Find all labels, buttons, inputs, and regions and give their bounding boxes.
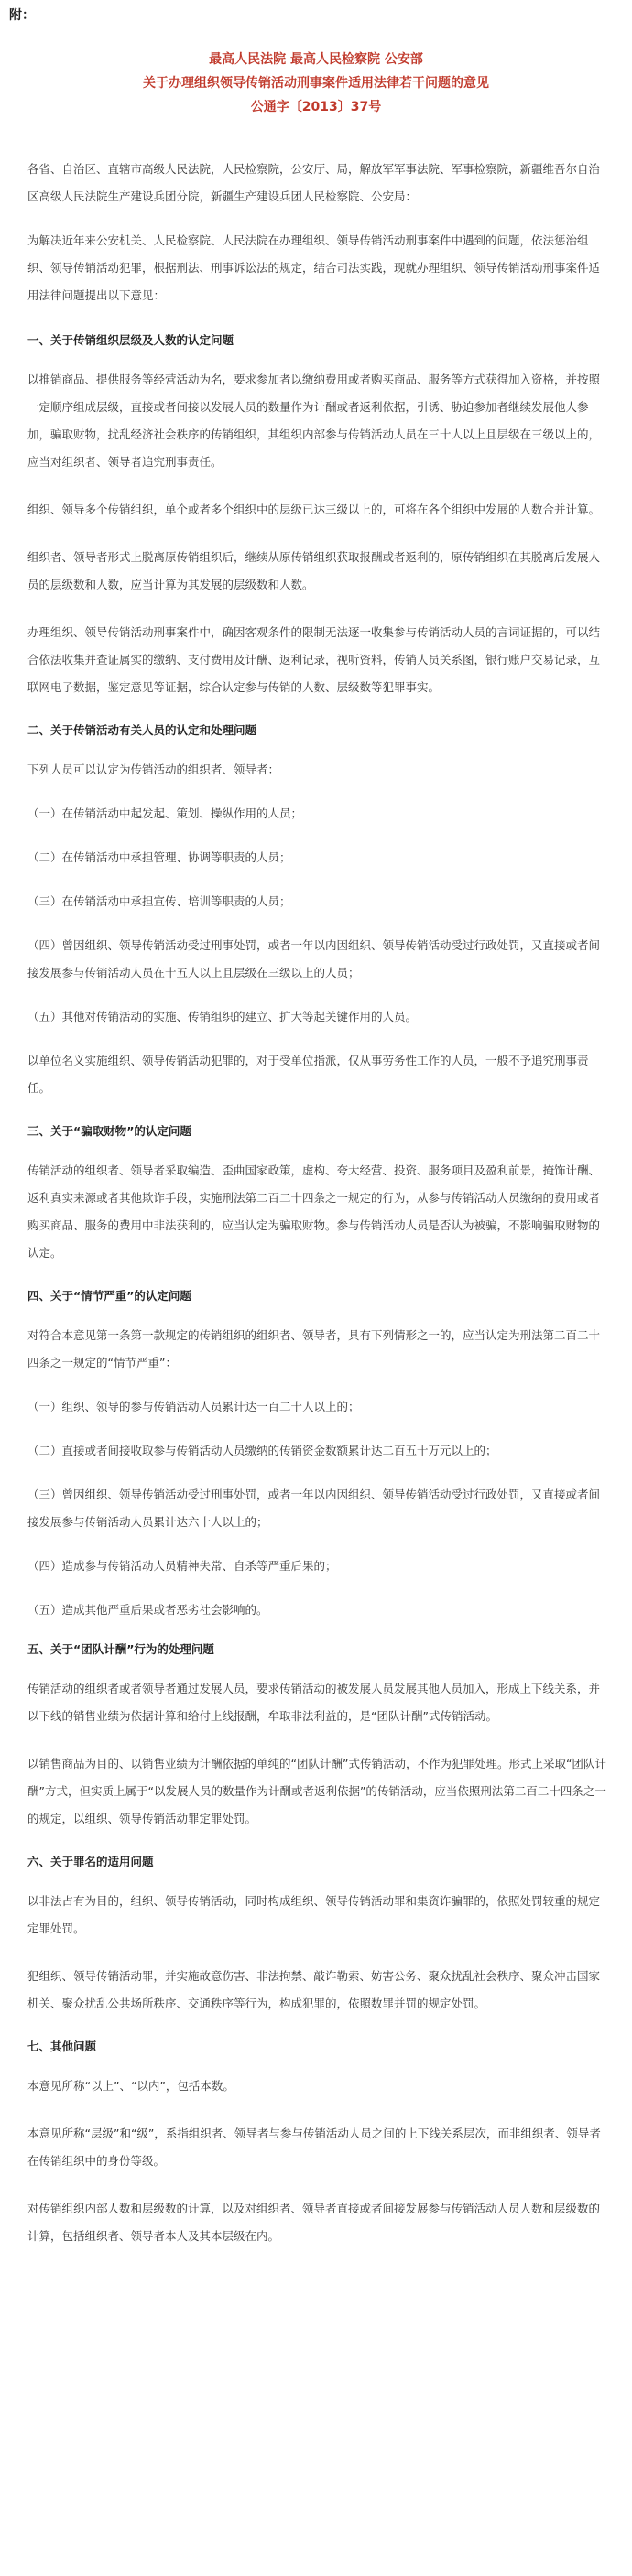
document-number: 公通字〔2013〕37号 xyxy=(250,100,382,114)
paragraph: 传销活动的组织者、领导者采取编造、歪曲国家政策，虚构、夸大经营、投资、服务项目及盈利前景，掩饰计酬、返利真实来源或者其他欺诈手段，实施刑法第二百二十四条之一规定的行为，从参与传销活动人员缴纳的费用或者购买商品、服务的费用中非法获利的，应当认定为骗取财物。参与传销活动人员是否认为被骗，不影响骗取财物的认定。 xyxy=(27,1164,601,1260)
document-body xyxy=(27,156,610,2270)
section-5 xyxy=(27,1640,610,1833)
paragraph: 组织、领导多个传销组织，单个或者多个组织中的层级已达三级以上的，可将在各个组织中发展的人数合并计算。 xyxy=(27,503,601,516)
paragraph: 以非法占有为目的，组织、领导传销活动，同时构成组织、领导传销活动罪和集资诈骗罪的，依照处罚较重的规定定罪处罚。 xyxy=(27,1894,601,1935)
paragraph: 下列人员可以认定为传销活动的组织者、领导者： xyxy=(27,763,280,776)
section-title: 三、关于“骗取财物”的认定问题 xyxy=(27,1124,191,1138)
section-title: 四、关于“情节严重”的认定问题 xyxy=(27,1289,191,1303)
list-item: （三）在传销活动中承担宣传、培训等职责的人员； xyxy=(27,894,291,908)
list-item: （一）组织、领导的参与传销活动人员累计达一百二十人以上的； xyxy=(27,1400,360,1413)
document-title: 关于办理组织领导传销活动刑事案件适用法律若干问题的意见 xyxy=(143,76,489,91)
list-item: （一）在传销活动中起发起、策划、操纵作用的人员； xyxy=(27,806,303,820)
list-item: （四）曾因组织、领导传销活动受过刑事处罚，或者一年以内因组织、领导传销活动受过行政处罚，又直接或者间接发展参与传销活动人员在十五人以上且层级在三级以上的人员； xyxy=(27,938,601,980)
section-title: 六、关于罪名的适用问题 xyxy=(27,1855,154,1868)
paragraph: 传销活动的组织者或者领导者通过发展人员，要求传销活动的被发展人员发展其他人员加入，形成上下线关系，并以下线的销售业绩为依据计算和给付上线报酬，牟取非法利益的，是“团队计酬”式传销活动。 xyxy=(27,1682,601,1723)
section-1 xyxy=(27,331,610,701)
list-item: （二）在传销活动中承担管理、协调等职责的人员； xyxy=(27,850,291,864)
section-6 xyxy=(27,1853,610,2018)
paragraph: 以推销商品、提供服务等经营活动为名，要求参加者以缴纳费用或者购买商品、服务等方式获得加入资格，并按照一定顺序组成层级，直接或者间接以发展人员的数量作为计酬或者返利依据，引诱、胁迫参加者继续发展他人参加，骗取财物，扰乱经济社会秩序的传销组织，其组织内部参与传销活动人员在三十人以上且层级在三级以上的，应当对组织者、领导者追究刑事责任。 xyxy=(27,373,601,469)
paragraph: 对符合本意见第一条第一款规定的传销组织的组织者、领导者，具有下列情形之一的，应当认定为刑法第二百二十四条之一规定的“情节严重”： xyxy=(27,1328,601,1369)
list-item: （三）曾因组织、领导传销活动受过刑事处罚，或者一年以内因组织、领导传销活动受过行政处罚，又直接或者间接发展参与传销活动人员累计达六十人以上的； xyxy=(27,1488,601,1529)
paragraph: 本意见所称“以上”、“以内”，包括本数。 xyxy=(27,2079,234,2093)
section-title: 七、其他问题 xyxy=(27,2040,97,2053)
section-3 xyxy=(27,1122,610,1267)
paragraph: 办理组织、领导传销活动刑事案件中，确因客观条件的限制无法逐一收集参与传销活动人员的言词证据的，可以结合依法收集并查证属实的缴纳、支付费用及计酬、返利记录，视听资料，传销人员关系图，银行账户交易记录，互联网电子数据，鉴定意见等证据，综合认定参与传销的人数、层级数等犯罪事实。 xyxy=(27,625,601,694)
list-item: （五）其他对传销活动的实施、传销组织的建立、扩大等起关键作用的人员。 xyxy=(27,1010,418,1023)
list-item: （五）造成其他严重后果或者恶劣社会影响的。 xyxy=(27,1603,268,1617)
attachment-label: 附： xyxy=(9,8,35,23)
section-4 xyxy=(27,1287,610,1624)
list-item: （四）造成参与传销活动人员精神失常、自杀等严重后果的； xyxy=(27,1559,337,1573)
section-title: 五、关于“团队计酬”行为的处理问题 xyxy=(27,1642,214,1656)
paragraph: 本意见所称“层级”和“级”，系指组织者、领导者与参与传销活动人员之间的上下线关系层次，而非组织者、领导者在传销组织中的身份等级。 xyxy=(27,2127,601,2168)
section-7 xyxy=(27,2038,610,2250)
issuers-line: 最高人民法院 最高人民检察院 公安部 xyxy=(209,52,423,67)
section-title: 二、关于传销活动有关人员的认定和处理问题 xyxy=(27,723,257,737)
addressee: 各省、自治区、直辖市高级人民法院，人民检察院，公安厅、局，解放军军事法院、军事检察院，新疆维吾尔自治区高级人民法院生产建设兵团分院，新疆生产建设兵团人民检察院、公安局： xyxy=(27,162,601,203)
section-title: 一、关于传销组织层级及人数的认定问题 xyxy=(27,333,234,347)
section-2 xyxy=(27,721,610,1102)
paragraph: 犯组织、领导传销活动罪，并实施故意伤害、非法拘禁、敲诈勒索、妨害公务、聚众扰乱社会秩序、聚众冲击国家机关、聚众扰乱公共场所秩序、交通秩序等行为，构成犯罪的，依照数罪并罚的规定处罚。 xyxy=(27,1969,601,2010)
paragraph: 组织者、领导者形式上脱离原传销组织后，继续从原传销组织获取报酬或者返利的，原传销组织在其脱离后发展人员的层级数和人数，应当计算为其发展的层级数和人数。 xyxy=(27,550,601,591)
list-item: （二）直接或者间接收取参与传销活动人员缴纳的传销资金数额累计达二百五十万元以上的； xyxy=(27,1444,497,1457)
paragraph: 以单位名义实施组织、领导传销活动犯罪的，对于受单位指派，仅从事劳务性工作的人员，一般不予追究刑事责任。 xyxy=(27,1054,589,1095)
intro-paragraph: 为解决近年来公安机关、人民检察院、人民法院在办理组织、领导传销活动刑事案件中遇到的问题，依法惩治组织、领导传销活动犯罪，根据刑法、刑事诉讼法的规定，结合司法实践，现就办理组织、领导传销活动刑事案件适用法律问题提出以下意见： xyxy=(27,233,601,302)
paragraph: 对传销组织内部人数和层级数的计算，以及对组织者、领导者直接或者间接发展参与传销活动人员人数和层级数的计算，包括组织者、领导者本人及其本层级在内。 xyxy=(27,2202,601,2243)
paragraph: 以销售商品为目的、以销售业绩为计酬依据的单纯的“团队计酬”式传销活动，不作为犯罪处理。形式上采取“团队计酬”方式，但实质上属于“以发展人员的数量作为计酬或者返利依据”的传销活动，应当依照刑法第二百二十四条之一的规定，以组织、领导传销活动罪定罪处罚。 xyxy=(27,1757,606,1825)
document-header xyxy=(0,48,632,119)
